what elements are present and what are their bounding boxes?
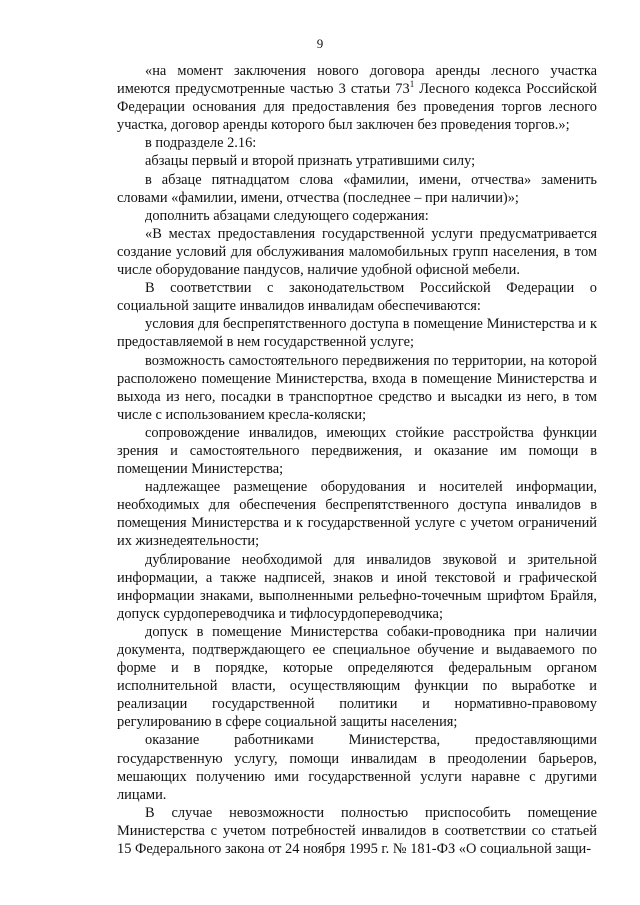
paragraph-replace-words: в абзаце пятнадцатом слова «фамилии, имени, отчества» заменить словами «фамилии, имени, отчества (последнее – при наличии)»; [117, 171, 597, 206]
list-item: оказание работниками Министерства, предоставляющими государственную услугу, помощи инвалидам в преодолении барьеров, мешающих получению ими государственной услуги наравне с другими лицами. [117, 732, 597, 803]
page-number: 9 [316, 36, 324, 51]
paragraph-text: «на момент заключения нового договора аренды лесного участка имеются предусмотренные частью 3 статьи 73 [117, 63, 597, 98]
list-item: надлежащее размещение оборудования и носителей информации, необходимых для обеспечения беспрепятственного доступа инвалидов в помещения Министерства и к государственной услуге с учетом ограничений их жизнедеятельности; [117, 479, 597, 550]
paragraph-disability-law: В соответствии с законодательством Российской Федерации о социальной защите инвалидов инвалидам обеспечиваются: [117, 280, 597, 315]
paragraph-service-places: «В местах предоставления государственной услуги предусматривается создание условий для обслуживания маломобильных групп населения, в том числе оборудование пандусов, наличие удобной офисной мебели. [117, 225, 597, 279]
list-item: допуск в помещение Министерства собаки-проводника при наличии документа, подтверждающего ее специальное обучение и выдаваемого по форме и в порядке, которые определяются федеральным органом исполнительной власти, осуществляющим функции по выработке и реализации государственной политики и нормативно-правовому регулированию в сфере социальной защиты населения; [117, 623, 597, 731]
list-item: возможность самостоятельного передвижения по территории, на которой расположено помещение Министерства, входа в помещение Министерства и выхода из него, посадки в транспортное средство и высадки из него, в том числе с использованием кресла-коляски; [117, 352, 597, 423]
paragraph-lease-grounds [117, 62, 597, 134]
paragraph-adaptation: В случае невозможности полностью приспособить помещение Министерства с учетом потребностей инвалидов в соответствии со статьей 15 Федерального закона от 24 ноября 1995 г. № 181-ФЗ «О социальной защи- [117, 804, 597, 858]
paragraph-repeal: абзацы первый и второй признать утратившими силу; [145, 153, 476, 170]
paragraph-subsection-2-16: в подразделе 2.16: [145, 135, 257, 152]
list-item: условия для беспрепятственного доступа в помещение Министерства и к предоставляемой в нем государственной услуге; [117, 316, 597, 351]
list-item: дублирование необходимой для инвалидов звуковой и зрительной информации, а также надписей, знаков и иной текстовой и графической информации знаками, выполненными рельефно-точечным шрифтом Брайля, допуск сурдопереводчика и тифлосурдопереводчика; [117, 551, 597, 622]
paragraph-add: дополнить абзацами следующего содержания: [145, 207, 429, 224]
document-body [117, 62, 597, 858]
list-item: сопровождение инвалидов, имеющих стойкие расстройства функции зрения и самостоятельного передвижения, и оказание им помощи в помещении Министерства; [117, 424, 597, 478]
superscript: 1 [409, 79, 415, 90]
paragraph-text-continued: Лесного кодекса Российской Федерации основания для предоставления без проведения торгов лесного участка, договор аренды которого был заключен без проведения торгов.»; [117, 81, 597, 134]
